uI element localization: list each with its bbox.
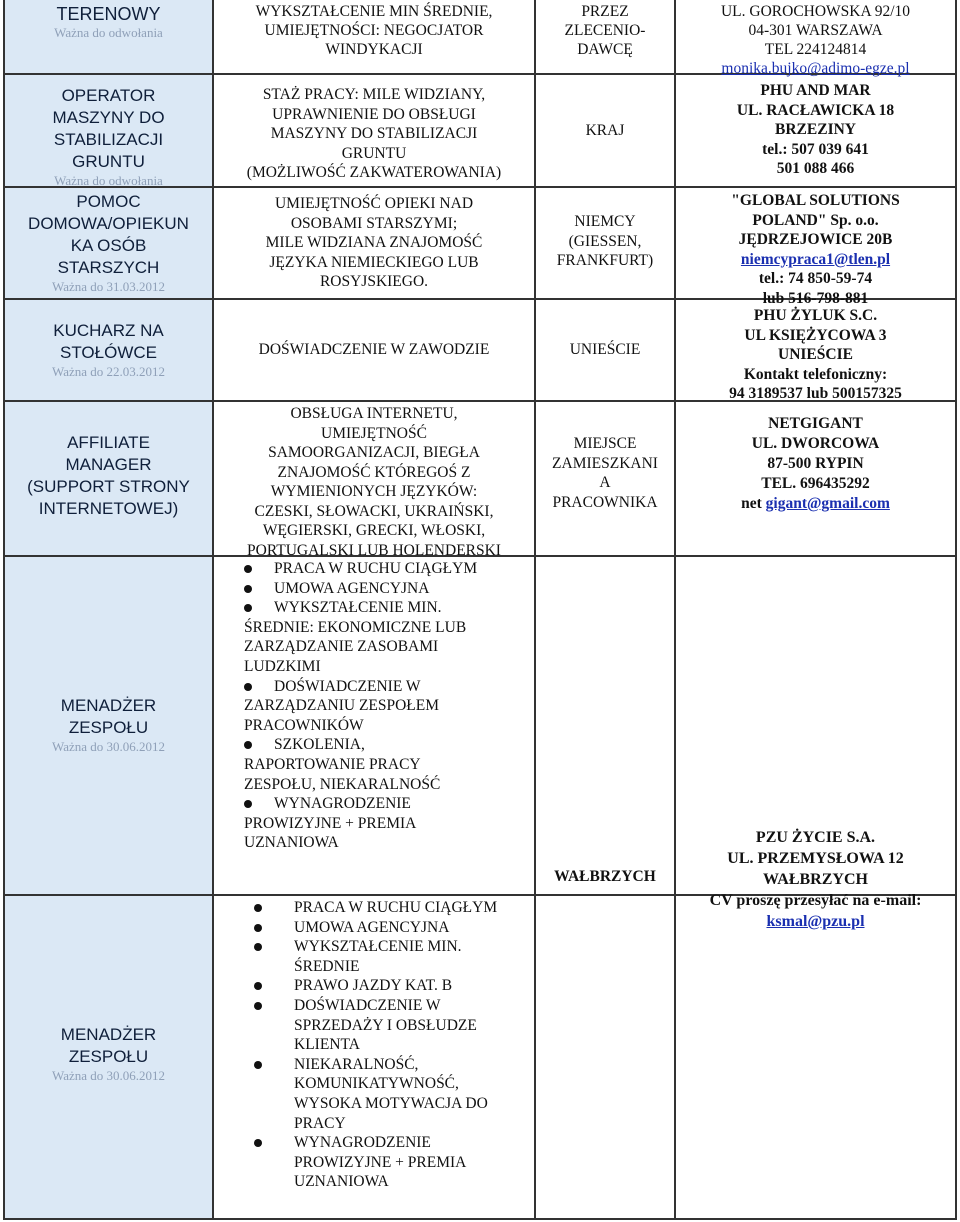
list-item: WYKSZTAŁCENIE MIN. <box>274 599 442 617</box>
contact-line: POLAND" Sp. o.o. <box>752 211 879 229</box>
requirement-line: UMIEJĘTNOŚĆ <box>321 424 427 442</box>
contact-line: 87-500 RYPIN <box>767 455 864 472</box>
list-item: WYNAGRODZENIE <box>294 1134 431 1152</box>
requirement-line: MASZYNY DO STABILIZACJI <box>270 125 478 142</box>
email-link[interactable]: monika.bujko@adimo-egze.pl <box>721 60 910 77</box>
position-cell <box>3 896 214 1218</box>
location-line: ZLECENIO- <box>564 22 646 39</box>
contact-line: WAŁBRZYCH <box>763 871 868 888</box>
location-line: PRACOWNIKA <box>552 493 658 511</box>
position-cell <box>3 300 214 400</box>
validity-text: Ważna do odwołania <box>54 173 163 188</box>
contact-line: PZU ŻYCIE S.A. <box>755 829 876 846</box>
contact-line: NETGIGANT <box>768 415 863 432</box>
position-cell <box>3 402 214 555</box>
email-link[interactable]: ksmal@pzu.pl <box>766 913 865 930</box>
list-item: PRACOWNIKÓW <box>244 716 364 734</box>
contact-prefix: net <box>741 495 762 512</box>
contact-cell <box>676 75 957 186</box>
location-cell <box>536 402 676 555</box>
contact-line: "GLOBAL SOLUTIONS <box>731 192 900 209</box>
contact-cell <box>676 402 957 555</box>
position-title: STARSZYCH <box>57 258 160 277</box>
position-title: DOMOWA/OPIEKUN <box>28 214 189 233</box>
requirements-cell <box>214 557 536 894</box>
position-title: ZESPOŁU <box>68 1047 149 1066</box>
requirement-line: MILE WIDZIANA ZNAJOMOŚĆ <box>265 234 483 251</box>
requirement-line: OBSŁUGA INTERNETU, <box>290 405 458 422</box>
requirements-cell <box>214 402 536 559</box>
contact-cell <box>676 896 957 1218</box>
requirement-line: GRUNTU <box>341 144 407 162</box>
requirements-cell <box>214 75 536 186</box>
list-item: KLIENTA <box>294 1036 360 1054</box>
position-title: MENADŻER <box>60 1025 157 1044</box>
contact-line: UL. DWORCOWA <box>751 435 880 452</box>
location-line: KRAJ <box>585 121 625 139</box>
validity-text: Ważna do odwołania <box>54 25 163 40</box>
requirement-line: WYMIENIONYCH JĘZYKÓW: <box>270 483 478 500</box>
position-cell <box>3 188 214 298</box>
list-item: UZNANIOWA <box>294 1173 389 1191</box>
position-title: OPERATOR <box>61 86 156 105</box>
requirement-line: OSOBAMI STARSZYMI; <box>290 214 458 232</box>
requirement-line: WYKSZTAŁCENIE MIN ŚREDNIE, <box>255 3 493 20</box>
position-title: MASZYNY DO <box>52 108 165 127</box>
contact-line: JĘDRZEJOWICE 20B <box>738 231 893 248</box>
position-title: AFFILIATE <box>67 433 150 452</box>
position-title: KA OSÓB <box>70 236 147 255</box>
list-item: PRACA W RUCHU CIĄGŁYM <box>274 560 478 577</box>
table-row <box>3 0 957 75</box>
list-item: ŚREDNIE <box>294 957 360 975</box>
position-title: ZESPOŁU <box>68 718 149 737</box>
location-line: A <box>599 474 611 491</box>
contact-line: 501 088 466 <box>776 160 855 177</box>
list-item: WYKSZTAŁCENIE MIN. <box>294 938 462 956</box>
validity-text: Ważna do 30.06.2012 <box>51 1068 166 1083</box>
contact-line: PHU ŻYLUK S.C. <box>753 307 878 324</box>
table-row <box>3 75 957 188</box>
position-title: INTERNETOWEJ) <box>38 499 179 518</box>
location-line: (GIESSEN, <box>568 232 642 250</box>
list-item: UZNANIOWA <box>244 834 339 852</box>
location-cell <box>536 188 676 298</box>
list-item: ZARZĄDZANIE ZASOBAMI <box>244 638 439 656</box>
list-item: DOŚWIADCZENIE W <box>294 996 441 1014</box>
position-title: STABILIZACJI <box>53 130 164 149</box>
contact-cell <box>676 188 957 307</box>
position-title: STOŁÓWCE <box>60 343 157 362</box>
contact-cell <box>676 0 957 77</box>
location-cell <box>536 557 676 894</box>
contact-line: 94 3189537 lub 500157325 <box>729 385 902 402</box>
list-item: ZESPOŁU, NIEKARALNOŚĆ <box>244 775 441 793</box>
validity-text: Ważna do 30.06.2012 <box>51 739 166 754</box>
requirements-cell <box>214 896 536 1218</box>
bullet-list <box>254 898 524 1192</box>
contact-line: PHU AND MAR <box>760 82 871 99</box>
requirement-line: CZESKI, SŁOWACKI, UKRAIŃSKI, <box>254 502 494 520</box>
validity-text: Ważna do 31.03.2012 <box>51 279 166 294</box>
position-title: MANAGER <box>65 455 152 474</box>
contact-line: lub 516-798-881 <box>762 289 869 307</box>
position-title: GRUNTU <box>72 152 145 171</box>
location-line: WAŁBRZYCH <box>554 868 656 885</box>
contact-line: TEL. 696435292 <box>761 475 870 492</box>
location-cell <box>536 896 676 1218</box>
requirement-line: WINDYKACJI <box>325 41 423 58</box>
location-line: UNIEŚCIE <box>569 341 641 359</box>
location-line: NIEMCY <box>574 213 636 230</box>
list-item: ŚREDNIE: EKONOMICZNE LUB <box>244 618 467 636</box>
contact-cell <box>676 300 957 400</box>
contact-line: TEL 224124814 <box>764 41 867 58</box>
email-link[interactable]: gigant@gmail.com <box>765 495 890 512</box>
list-item: PRACY <box>294 1114 346 1132</box>
list-item: RAPORTOWANIE PRACY <box>244 755 421 773</box>
requirements-cell <box>214 300 536 400</box>
position-title: (SUPPORT STRONY <box>27 477 190 496</box>
table-row <box>3 557 957 930</box>
list-item: KOMUNIKATYWNOŚĆ, <box>294 1075 459 1093</box>
requirement-line: ROSYJSKIEGO. <box>319 273 429 290</box>
table-row <box>3 896 957 1220</box>
requirement-line: UMIEJĘTNOŚĆ OPIEKI NAD <box>274 195 474 212</box>
location-line: DAWCĘ <box>577 41 633 58</box>
list-item: PROWIZYJNE + PREMIA <box>294 1153 467 1171</box>
requirement-line: (MOŻLIWOŚĆ ZAKWATEROWANIA) <box>246 164 502 181</box>
location-cell <box>536 300 676 400</box>
contact-line: UNIEŚCIE <box>778 346 853 363</box>
table-row <box>3 300 957 402</box>
contact-line: UL. PRZEMYSŁOWA 12 <box>727 850 904 867</box>
job-offers-table <box>3 0 957 1220</box>
location-line: FRANKFURT) <box>556 252 654 269</box>
contact-line: Kontakt telefoniczny: <box>743 365 888 383</box>
location-line: MIEJSCE <box>573 435 637 452</box>
list-item: NIEKARALNOŚĆ, <box>294 1055 419 1073</box>
requirement-line: SAMOORGANIZACJI, BIEGŁA <box>268 444 480 461</box>
position-title: MENADŻER <box>60 696 157 715</box>
position-title: KUCHARZ NA <box>53 321 164 340</box>
contact-line: BRZEZINY <box>775 121 856 138</box>
requirement-line: PORTUGALSKI LUB HOLENDERSKI <box>247 541 501 559</box>
contact-line: tel.: 507 039 641 <box>762 140 869 158</box>
bullet-list <box>244 559 524 853</box>
list-item: PRAWO JAZDY KAT. B <box>294 977 453 995</box>
contact-line: UL KSIĘŻYCOWA 3 <box>744 326 887 344</box>
position-cell <box>3 75 214 186</box>
contact-line: tel.: 74 850-59-74 <box>758 270 873 287</box>
list-item: PRACA W RUCHU CIĄGŁYM <box>294 899 498 916</box>
position-title: TERENOWY <box>56 4 161 24</box>
location-cell <box>536 0 676 73</box>
location-line: ZAMIESZKANI <box>552 454 658 472</box>
requirement-line: JĘZYKA NIEMIECKIEGO LUB <box>269 253 479 271</box>
list-item: SZKOLENIA, <box>274 736 365 754</box>
contact-line: UL. GOROCHOWSKA 92/10 <box>720 3 911 20</box>
list-item: LUDZKIMI <box>244 657 321 675</box>
position-cell <box>3 0 214 73</box>
requirement-line: DOŚWIADCZENIE W ZAWODZIE <box>258 341 490 359</box>
validity-text: Ważna do 22.03.2012 <box>51 364 166 379</box>
list-item: SPRZEDAŻY I OBSŁUDZE <box>294 1016 477 1034</box>
position-title: POMOC <box>76 192 141 211</box>
list-item: ZARZĄDZANIU ZESPOŁEM <box>244 697 440 715</box>
location-cell <box>536 75 676 186</box>
contact-line: CV proszę przesyłać na e-mail: <box>709 892 922 909</box>
list-item: UMOWA AGENCYJNA <box>294 918 450 936</box>
requirement-line: STAŻ PRACY: MILE WIDZIANY, <box>262 86 486 103</box>
requirement-line: UPRAWNIENIE DO OBSŁUGI <box>272 105 476 123</box>
requirement-line: WĘGIERSKI, GRECKI, WŁOSKI, <box>262 522 486 539</box>
list-item: WYNAGRODZENIE <box>274 795 411 813</box>
requirements-cell <box>214 0 536 73</box>
contact-line: UL. RACŁAWICKA 18 <box>736 101 895 119</box>
position-cell <box>3 557 214 894</box>
requirement-line: UMIEJĘTNOŚCI: NEGOCJATOR <box>264 22 484 39</box>
contact-cell <box>676 557 957 930</box>
list-item: UMOWA AGENCYJNA <box>274 579 430 597</box>
location-line: PRZEZ <box>581 3 629 20</box>
list-item: DOŚWIADCZENIE W <box>274 677 421 695</box>
list-item: PROWIZYJNE + PREMIA <box>244 814 417 832</box>
contact-line: 04-301 WARSZAWA <box>748 22 883 39</box>
table-row <box>3 188 957 307</box>
requirement-line: ZNAJOMOŚĆ KTÓREGOŚ Z <box>277 463 471 481</box>
list-item: WYSOKA MOTYWACJA DO <box>294 1094 488 1112</box>
requirements-cell <box>214 188 536 298</box>
table-row <box>3 402 957 557</box>
email-link[interactable]: niemcypraca1@tlen.pl <box>740 250 891 268</box>
